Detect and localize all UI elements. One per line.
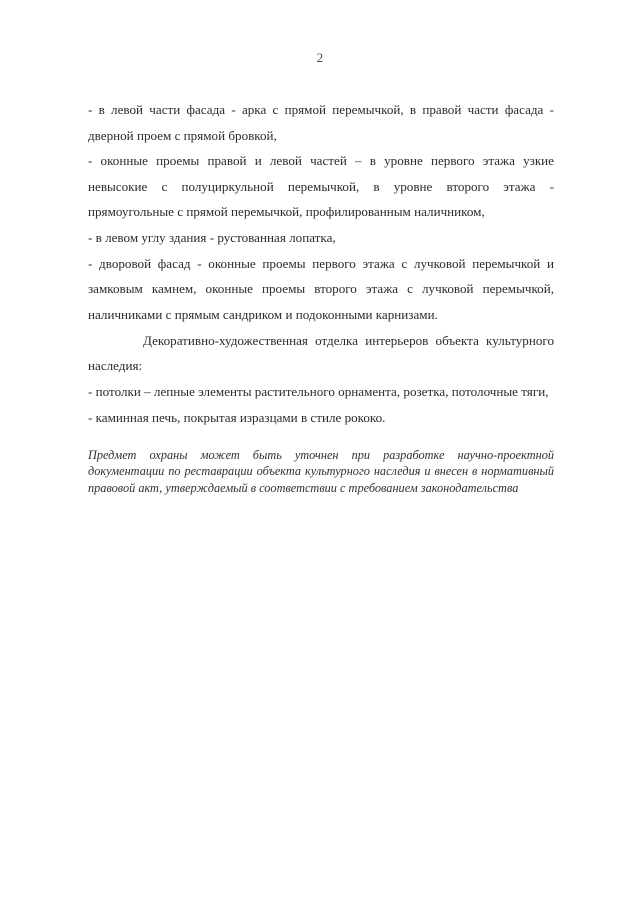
paragraph-window-openings-right-left: - оконные проемы правой и левой частей – в уровне первого этажа узкие невысокие с полуциркульной перемычкой, в уровне второго этажа - прямоугольные с прямой перемычкой, профилированным наличником, (88, 153, 554, 220)
paragraph-left-corner-pilaster: - в левом углу здания - рустованная лопатка, (88, 229, 336, 245)
document-body (88, 97, 554, 430)
document-note-block (88, 447, 554, 496)
note-protection-subject: Предмет охраны может быть уточнен при разработке научно-проектной документации по реставрации объекта культурного наследия и внесен в нормативный правовой акт, утверждаемый в соответствии с требованием законодательства (88, 448, 554, 495)
paragraph-fireplace-stove: - каминная печь, покрытая изразцами в стиле рококо. (88, 409, 386, 425)
paragraph-facade-left-right: - в левой части фасада - арка с прямой перемычкой, в правой части фасада - дверной проем с прямой бровкой, (88, 102, 554, 143)
page-number: 2 (316, 50, 324, 65)
paragraph-courtyard-facade: - дворовой фасад - оконные проемы первого этажа с лучковой перемычкой и замковым камнем, оконные проемы второго этажа с лучковой перемычкой, наличниками с прямым сандриком и подоконными карнизами. (88, 255, 554, 322)
paragraph-ceilings: - потолки – лепные элементы растительного орнамента, розетка, потолочные тяги, (88, 384, 549, 400)
paragraph-decorative-finish-heading: Декоративно-художественная отделка интерьеров объекта культурного наследия: (88, 332, 554, 374)
